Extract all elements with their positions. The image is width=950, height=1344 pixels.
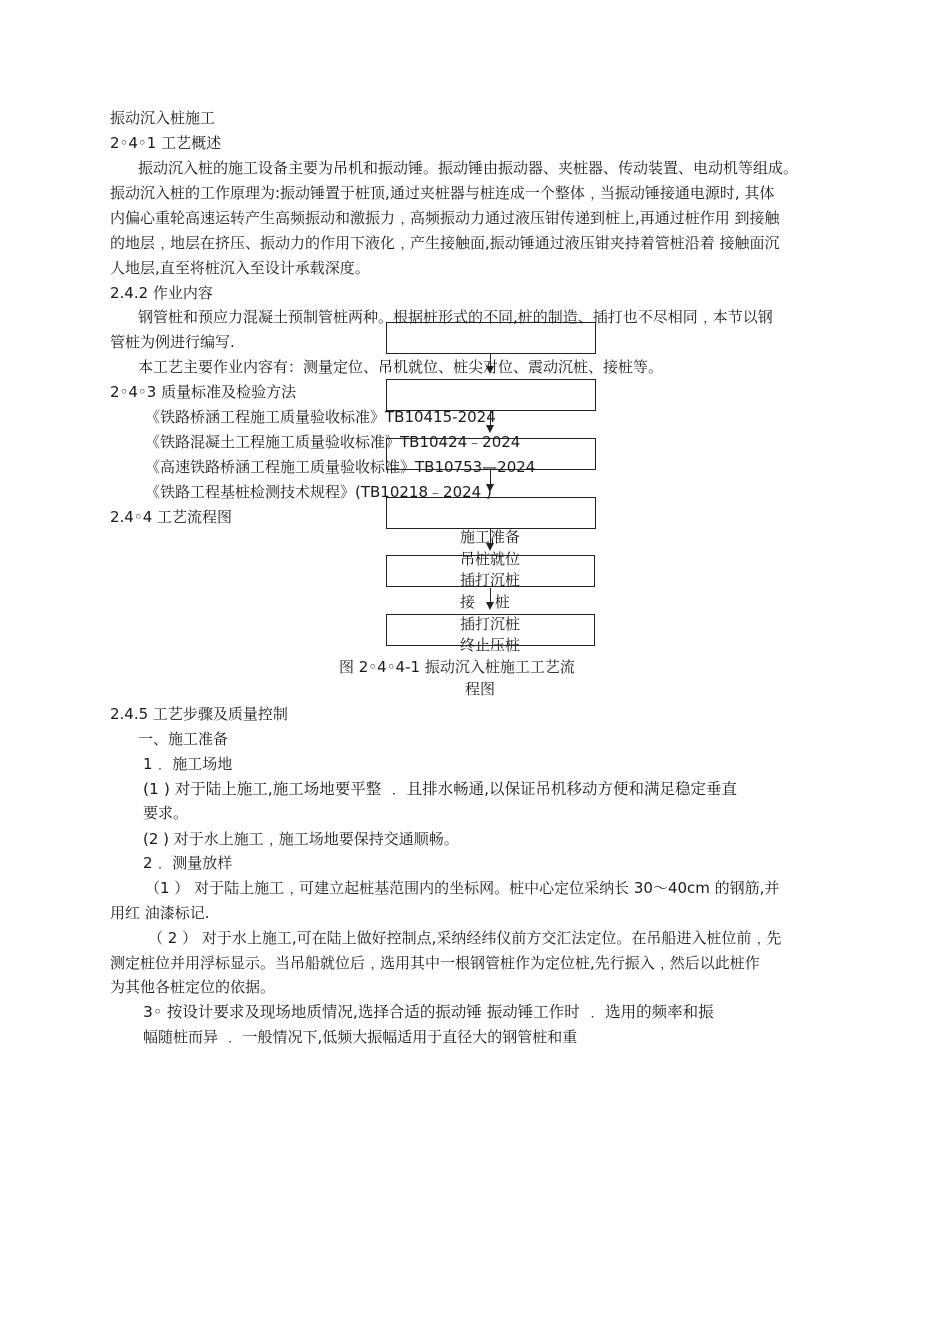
section-heading-2-4-1: 2◦4◦1 工艺概述 <box>110 134 222 152</box>
list-item-cont: 幅随桩而异 ﹒ 一般情况下,低频大振幅适用于直径大的钢管桩和重 <box>143 1028 578 1046</box>
list-item-cont: 用红 油漆标记. <box>110 904 210 922</box>
paragraph-line: 管桩为例进行编写. <box>110 333 235 351</box>
subsection-heading: 一、施工准备 <box>138 730 229 748</box>
standard-item: 《铁路桥涵工程施工质量验收标准》TB10415-2024 <box>145 408 496 426</box>
paragraph-line: 振动沉入桩的工作原理为:振动锤置于桩顶,通过夹桩器与桩连成一个整体﹐当振动锤接通电源时, 其体 <box>110 184 775 202</box>
flow-step-drive-pile-2: 插打沉桩 <box>460 615 521 633</box>
standard-item: 《铁路工程基桩检测技术规程》(TB10218﹣2024 ) <box>145 483 492 501</box>
flow-arrow-line <box>490 470 491 485</box>
figure-caption-cont: 程图 <box>465 680 496 698</box>
arrow-down-icon <box>486 425 494 433</box>
paragraph-line: 本工艺主要作业内容有：测量定位、吊机就位、桩尖对位、震动沉桩、接桩等。 <box>138 358 664 376</box>
section-heading-2-4-3: 2◦4◦3 质量标准及检验方法 <box>110 383 297 401</box>
list-item-cont: 要求。 <box>143 804 189 822</box>
flow-step-lift-pile: 吊桩就位 <box>460 550 521 568</box>
list-item: 3◦ 按设计要求及现场地质情况,选择合适的振动锤 振动锤工作时 ﹒ 选用的频率和振 <box>143 1003 714 1021</box>
flow-step-drive-pile: 插打沉桩 <box>460 571 521 589</box>
list-item: （1 ） 对于陆上施工﹐可建立起桩基范围内的坐标网。桩中心定位采纳长 30～40cm 的钢筋,并 <box>145 879 780 897</box>
flow-box <box>386 438 596 470</box>
paragraph-line: 的地层﹐地层在挤压、振动力的作用下液化﹐产生接触面,振动锤通过液压钳夹持着管桩沿着 接触面沉 <box>110 234 780 252</box>
section-heading-2-4-4: 2.4◦4 工艺流程图 <box>110 508 233 526</box>
document-title: 振动沉入桩施工 <box>110 109 216 127</box>
list-item: (1 ) 对于陆上施工,施工场地要平整 ﹒ 且排水畅通,以保证吊机移动方便和满足稳定垂直 <box>143 780 738 798</box>
figure-caption: 图 2◦4◦4-1 振动沉入桩施工工艺流 <box>339 658 575 676</box>
list-item: 1﹒ 施工场地 <box>143 755 233 773</box>
list-item: 2﹒ 测量放样 <box>143 854 233 872</box>
flow-box <box>386 379 596 411</box>
standard-item: 《铁路混凝土工程施工质量验收标准》TB10424﹣2024 <box>145 433 521 451</box>
flow-box <box>386 322 596 354</box>
arrow-down-icon <box>486 484 494 492</box>
flow-box <box>386 497 596 529</box>
section-heading-2-4-2: 2.4.2 作业内容 <box>110 284 213 302</box>
flow-arrow-line <box>490 411 491 426</box>
paragraph-line: 人地层,直至将桩沉入至设计承载深度。 <box>110 259 370 277</box>
flow-step-stop: 终止压桩 <box>460 636 521 654</box>
list-item-cont: 为其他各桩定位的依据。 <box>110 978 276 996</box>
list-item: (2 ) 对于水上施工﹐施工场地要保持交通顺畅。 <box>143 830 459 848</box>
paragraph-line: 振动沉入桩的施工设备主要为吊机和振动锤。振动锤由振动器、夹桩器、传动装置、电动机等组成。 <box>138 159 799 177</box>
paragraph-line: 内偏心重轮高速运转产生高频振动和激振力﹐高频振动力通过液压钳传递到桩上,再通过桩作用 到接触 <box>110 209 780 227</box>
flow-step-prepare: 施工准备 <box>460 528 521 546</box>
section-heading-2-4-5: 2.4.5 工艺步骤及质量控制 <box>110 705 288 723</box>
paragraph-line: 钢管桩和预应力混凝土预制管桩两种。根据桩形式的不同,桩的制造、插打也不尽相同﹐本节以钢 <box>138 308 773 326</box>
flow-step-splice-pile: 接 桩 <box>460 593 510 611</box>
list-item-cont: 测定桩位并用浮标显示。当吊船就位后﹐选用其中一根钢管桩作为定位桩,先行振入﹐然后以此桩作 <box>110 954 760 972</box>
list-item: （ 2 ） 对于水上施工,可在陆上做好控制点,采纳经纬仪前方交汇法定位。在吊船进入桩位前﹐先 <box>148 929 782 947</box>
arrow-down-icon <box>486 366 494 374</box>
standard-item: 《高速铁路桥涵工程施工质量验收标准》TB10753—2024 <box>145 458 536 476</box>
